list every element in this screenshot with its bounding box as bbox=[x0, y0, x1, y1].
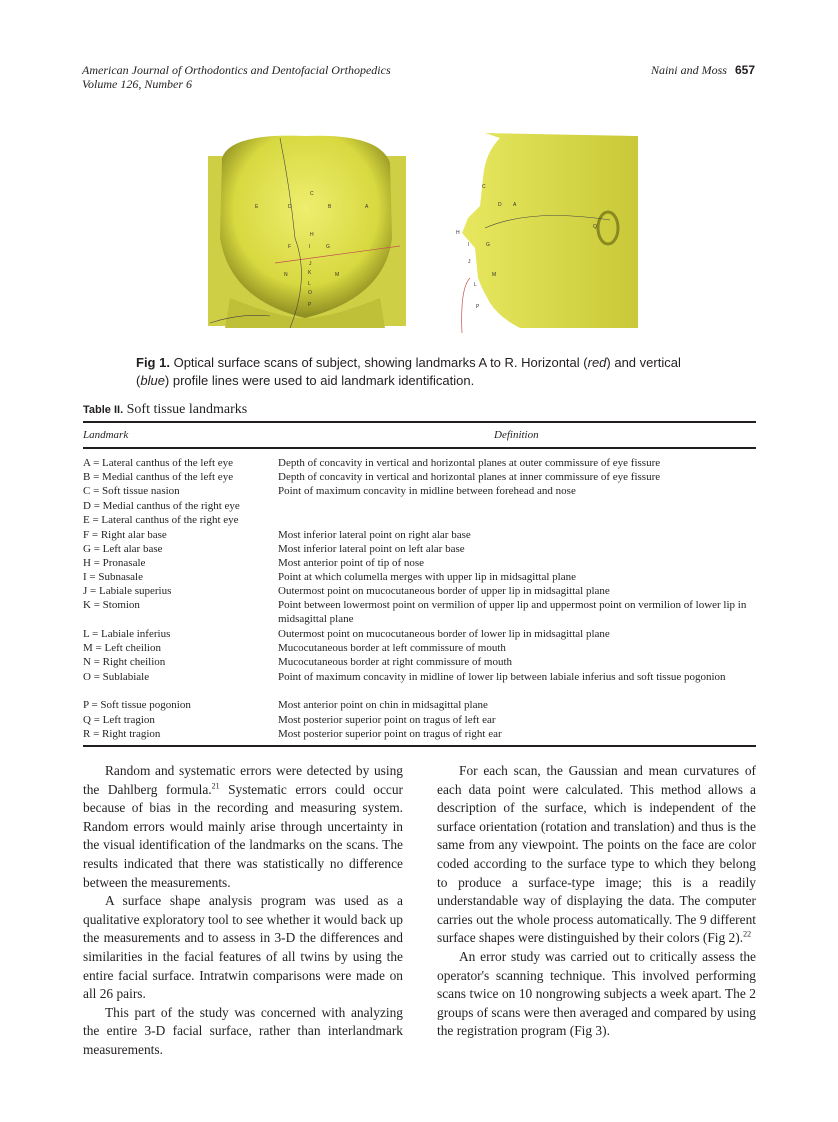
landmark-label: G bbox=[326, 244, 330, 250]
table-title bbox=[83, 402, 247, 418]
profile-scan bbox=[462, 133, 638, 333]
caption-blue: blue bbox=[140, 373, 165, 388]
landmark-cell: K = Stomion bbox=[83, 599, 140, 611]
table-number: Table II. bbox=[83, 404, 124, 416]
definition-cell: Most inferior lateral point on right alar base bbox=[278, 529, 471, 541]
landmark-label: H bbox=[310, 232, 314, 238]
landmark-label: D bbox=[498, 202, 502, 208]
landmark-label: P bbox=[476, 304, 480, 310]
figure-caption bbox=[136, 354, 716, 390]
table-top-rule bbox=[83, 421, 756, 423]
definition-cell: Depth of concavity in vertical and horizontal planes at outer commissure of eye fissure bbox=[278, 457, 661, 469]
landmark-label: L bbox=[308, 281, 311, 287]
landmark-label: I bbox=[468, 242, 470, 248]
landmark-label: E bbox=[255, 204, 259, 210]
landmark-cell: C = Soft tissue nasion bbox=[83, 485, 180, 497]
landmark-cell: R = Right tragion bbox=[83, 728, 161, 740]
caption-label: Fig 1. bbox=[136, 355, 170, 370]
authors: Naini and Moss bbox=[650, 63, 727, 77]
column-header-landmark: Landmark bbox=[83, 429, 129, 441]
definition-cell: Outermost point on mucocutaneous border of upper lip in midsagittal plane bbox=[278, 585, 610, 597]
landmark-label: J bbox=[468, 259, 471, 265]
paragraph-text: Random and systematic errors were detected by using the Dahlberg formula. bbox=[83, 763, 403, 797]
landmark-cell: B = Medial canthus of the left eye bbox=[83, 471, 234, 483]
definition-cell: Depth of concavity in vertical and horizontal planes at inner commissure of eye fissure bbox=[278, 471, 661, 483]
landmark-cell: F = Right alar base bbox=[83, 529, 167, 541]
caption-red: red bbox=[587, 355, 607, 370]
landmark-cell: E = Lateral canthus of the right eye bbox=[83, 514, 239, 526]
landmark-cell: O = Sublabiale bbox=[83, 671, 150, 683]
journal-name: American Journal of Orthodontics and Dentofacial Orthopedics bbox=[82, 63, 391, 77]
running-header-journal bbox=[82, 63, 391, 91]
landmark-cell: L = Labiale inferius bbox=[83, 628, 171, 640]
landmark-label: A bbox=[365, 204, 369, 210]
definition-cell: Most posterior superior point on tragus of left ear bbox=[278, 714, 496, 726]
paragraph bbox=[83, 1004, 403, 1060]
paragraph bbox=[83, 762, 403, 892]
table-bottom-rule bbox=[83, 745, 756, 747]
landmark-label: L bbox=[474, 282, 477, 288]
column-header-definition: Definition bbox=[494, 429, 539, 441]
body-column-right bbox=[437, 762, 756, 1041]
definition-cell: Most anterior point on chin in midsagittal plane bbox=[278, 699, 488, 711]
landmark-label: H bbox=[456, 230, 460, 236]
landmark-label: D bbox=[288, 204, 292, 210]
landmark-cell: I = Subnasale bbox=[83, 571, 143, 583]
paragraph-text: A surface shape analysis program was used as a qualitative exploratory tool to see whether it would back up the measurements and to assess in 3-D the differences and similarities in the facial features of all twins by using the entire facial surface. Intratwin comparisons were made on all 26 pairs. bbox=[83, 893, 403, 1002]
landmark-cell: M = Left cheilion bbox=[83, 642, 161, 654]
definition-cell: Point between lowermost point on vermilion of upper lip and uppermost point on vermilion of lower lip in midsagittal plane bbox=[278, 599, 747, 626]
paragraph-text: Systematic errors could occur because of bias in the recording and measuring system. Random errors would mainly arise through uncertainty in the visual identification of the landmarks on the scans. The results indicated that there was statistically no difference between the measurements. bbox=[83, 781, 403, 890]
caption-text: ) profile lines were used to aid landmark identification. bbox=[164, 373, 475, 388]
paragraph-text: An error study was carried out to critically assess the operator's scanning technique. This involved performing scans twice on 10 nongrowing subjects a week apart. The 2 groups of scans were then averaged and compared by using the registration program (Fig 3). bbox=[437, 948, 756, 1039]
figure-face-scans bbox=[200, 128, 642, 336]
landmark-label: K bbox=[308, 270, 312, 276]
landmark-cell: G = Left alar base bbox=[83, 543, 163, 555]
landmark-label: M bbox=[335, 272, 340, 278]
landmark-label: A bbox=[513, 202, 517, 208]
landmark-label: C bbox=[482, 184, 486, 190]
caption-text: ) and vertical ( bbox=[136, 355, 681, 388]
paragraph bbox=[437, 762, 756, 948]
landmark-label: J bbox=[309, 261, 312, 267]
landmark-cell: D = Medial canthus of the right eye bbox=[83, 500, 240, 512]
definition-cell: Most posterior superior point on tragus of right ear bbox=[278, 728, 502, 740]
landmark-cell: H = Pronasale bbox=[83, 557, 146, 569]
citation-ref: 22 bbox=[743, 929, 752, 939]
definition-cell: Mucocutaneous border at right commissure of mouth bbox=[278, 656, 513, 668]
paragraph bbox=[437, 948, 756, 1041]
landmark-cell: J = Labiale superius bbox=[83, 585, 172, 597]
landmark-label: N bbox=[284, 272, 288, 278]
journal-volume: Volume 126, Number 6 bbox=[82, 77, 192, 91]
front-scan bbox=[208, 136, 406, 328]
landmark-label: G bbox=[486, 242, 490, 248]
landmark-cell: P = Soft tissue pogonion bbox=[83, 699, 191, 711]
landmark-label: Q bbox=[593, 224, 597, 230]
body-column-left bbox=[83, 762, 403, 1060]
definition-cell: Most anterior point of tip of nose bbox=[278, 557, 425, 569]
definition-cell: Outermost point on mucocutaneous border of lower lip in midsagittal plane bbox=[278, 628, 610, 640]
landmark-label: C bbox=[310, 191, 314, 197]
landmark-label: B bbox=[328, 204, 332, 210]
caption-text: Optical surface scans of subject, showing landmarks A to R. Horizontal ( bbox=[173, 355, 588, 370]
definition-cell: Point of maximum concavity in midline between forehead and nose bbox=[278, 485, 576, 497]
definition-cell: Point at which columella merges with upper lip in midsagittal plane bbox=[278, 571, 576, 583]
landmark-label: P bbox=[308, 302, 312, 308]
landmark-label: M bbox=[492, 272, 497, 278]
table-caption: Soft tissue landmarks bbox=[126, 402, 248, 417]
paragraph-text: This part of the study was concerned with analyzing the entire 3-D facial surface, rather than interlandmark measurements. bbox=[83, 1004, 403, 1057]
table-header-rule bbox=[83, 447, 756, 449]
definition-cell: Most inferior lateral point on left alar base bbox=[278, 543, 465, 555]
definition-cell: Point of maximum concavity in midline of lower lip between labiale inferius and soft tissue pogonion bbox=[278, 671, 726, 683]
landmark-cell: A = Lateral canthus of the left eye bbox=[83, 457, 234, 469]
citation-ref: 21 bbox=[211, 781, 220, 791]
paragraph bbox=[83, 892, 403, 1004]
landmark-label: F bbox=[288, 244, 292, 250]
definition-cell: Mucocutaneous border at left commissure of mouth bbox=[278, 642, 506, 654]
running-header-authors bbox=[651, 63, 755, 77]
landmark-label: O bbox=[308, 290, 312, 296]
landmark-cell: N = Right cheilion bbox=[83, 656, 166, 668]
paragraph-text: For each scan, the Gaussian and mean curvatures of each data point were calculated. This method allows a description of the surface, which is independent of the surface orientation (rotation and translation) and thus is the same from any viewpoint. The points on the face are color coded according to the surface type to which they belong to produce a surface-type image; this is a readily understandable way of displaying the data. The computer carries out the whole process automatically. The 9 different surface shapes were distinguished by their colors (Fig 2). bbox=[437, 763, 756, 946]
landmark-label: I bbox=[309, 244, 311, 250]
page-number: 657 bbox=[734, 63, 755, 77]
landmark-cell: Q = Left tragion bbox=[83, 714, 155, 726]
